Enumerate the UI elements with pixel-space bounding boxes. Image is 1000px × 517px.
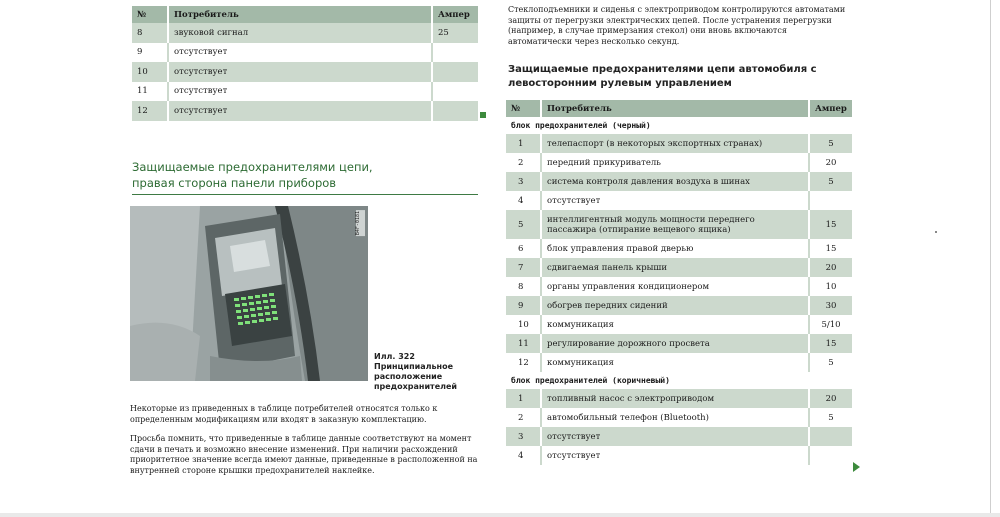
cell-number: 11 (506, 334, 541, 353)
cell-number: 12 (132, 101, 168, 121)
cell-consumer: отсутствует (168, 62, 432, 82)
cell-ampere: 5 (809, 134, 852, 153)
section-heading-lhd (508, 63, 852, 90)
column-header-ampere: Ампер (809, 100, 852, 117)
table-row (506, 277, 852, 296)
table-row (506, 258, 852, 277)
cell-number: 12 (506, 353, 541, 372)
table-header-row (132, 6, 478, 23)
group-label: блок предохранителей (коричневый) (506, 372, 852, 389)
continue-arrow-icon (853, 462, 860, 472)
cell-consumer: обогрев передних сидений (541, 296, 809, 315)
table-row (506, 210, 852, 239)
cell-ampere (432, 62, 478, 82)
cell-consumer: органы управления кондиционером (541, 277, 809, 296)
cell-number: 11 (132, 82, 168, 102)
table-row (506, 334, 852, 353)
cell-consumer: звуковой сигнал (168, 23, 432, 43)
note-paragraph-1: Некоторые из приведенных в таблице потребителей относятся только к определенным модификациям или входят в заказную комплектацию. (130, 404, 438, 424)
cell-ampere (432, 43, 478, 63)
cell-consumer: система контроля давления воздуха в шинах (541, 172, 809, 191)
fuse-box-photo (130, 206, 368, 381)
table-row (506, 446, 852, 465)
cell-ampere: 5 (809, 353, 852, 372)
cell-number: 2 (506, 153, 541, 172)
cell-number: 4 (506, 191, 541, 210)
cell-number: 9 (506, 296, 541, 315)
section-end-marker (480, 112, 486, 118)
cell-consumer: коммуникация (541, 353, 809, 372)
cell-ampere (809, 427, 852, 446)
table-row (506, 153, 852, 172)
cell-ampere: 20 (809, 389, 852, 408)
cell-consumer: отсутствует (168, 101, 432, 121)
cell-consumer: отсутствует (168, 82, 432, 102)
table-row (506, 134, 852, 153)
cell-number: 3 (506, 172, 541, 191)
fuse-box-illustration (130, 206, 368, 381)
table-row (506, 191, 852, 210)
column-header-consumer: Потребитель (541, 100, 809, 117)
table-row (506, 172, 852, 191)
scan-dot (935, 231, 937, 233)
cell-consumer: передний прикуриватель (541, 153, 809, 172)
cell-consumer: отсутствует (541, 446, 809, 465)
column-header-number: № (132, 6, 168, 23)
heading-line-1: Защищаемые предохранителями цепи, (132, 160, 373, 174)
cell-ampere: 5 (809, 172, 852, 191)
cell-ampere (432, 101, 478, 121)
cell-ampere: 20 (809, 258, 852, 277)
table-row (506, 427, 852, 446)
table-row (506, 296, 852, 315)
table-row (506, 353, 852, 372)
heading-divider (132, 194, 478, 195)
cell-number: 9 (132, 43, 168, 63)
heading-line-2: правая сторона панели приборов (132, 176, 337, 190)
cell-number: 8 (132, 23, 168, 43)
page-bottom-edge (0, 513, 1000, 517)
table-row (506, 408, 852, 427)
column-header-ampere: Ампер (432, 6, 478, 23)
table-row (132, 62, 478, 82)
heading-line-1: Защищаемые предохранителями цепи автомобиля с (508, 64, 817, 75)
cell-consumer: телепаспорт (в некоторых экспортных странах) (541, 134, 809, 153)
cell-number: 10 (132, 62, 168, 82)
cell-ampere (809, 446, 852, 465)
cell-number: 2 (506, 408, 541, 427)
cell-ampere: 15 (809, 334, 852, 353)
cell-ampere: 30 (809, 296, 852, 315)
cell-number: 10 (506, 315, 541, 334)
cell-consumer: отсутствует (168, 43, 432, 63)
cell-ampere (432, 82, 478, 102)
cell-ampere: 20 (809, 153, 852, 172)
cell-consumer: автомобильный телефон (Bluetooth) (541, 408, 809, 427)
cell-consumer: коммуникация (541, 315, 809, 334)
group-row-black (506, 117, 852, 134)
cell-number: 1 (506, 134, 541, 153)
cell-consumer: регулирование дорожного просвета (541, 334, 809, 353)
table-header-row (506, 100, 852, 117)
column-header-consumer: Потребитель (168, 6, 432, 23)
table-row (506, 315, 852, 334)
cell-ampere: 10 (809, 277, 852, 296)
photo-code-label: B4F-0181 (356, 210, 365, 236)
group-label: блок предохранителей (черный) (506, 117, 852, 134)
cell-ampere: 15 (809, 239, 852, 258)
cell-number: 5 (506, 210, 541, 239)
cell-ampere: 5/10 (809, 315, 852, 334)
cell-ampere: 15 (809, 210, 852, 239)
cell-ampere: 5 (809, 408, 852, 427)
cell-consumer: сдвигаемая панель крыши (541, 258, 809, 277)
table-row (506, 389, 852, 408)
left-fuse-table (132, 6, 478, 121)
cell-number: 1 (506, 389, 541, 408)
table-row (132, 82, 478, 102)
group-row-brown (506, 372, 852, 389)
page-edge (990, 0, 991, 517)
cell-consumer: блок управления правой дверью (541, 239, 809, 258)
note-paragraph-2: Просьба помнить, что приведенные в таблице данные соответствуют на момент сдачи в печать и возможно внесение изменений. При наличии расхождений приоритетное значение всегда имеют данные, приведенные в расположенной на внутренней стороне крышки предохранителей наклейке. (130, 434, 478, 475)
cell-number: 7 (506, 258, 541, 277)
cell-number: 6 (506, 239, 541, 258)
intro-paragraph: Стеклоподъемники и сиденья с электроприводом контролируются автоматами защиты от перегрузки электрических цепей. После устранения перегрузки (например, в случае примерзания стекол) они вновь включаются автоматически через несколько секунд. (508, 5, 846, 46)
heading-line-2: левосторонним рулевым управлением (508, 77, 732, 89)
cell-consumer: отсутствует (541, 191, 809, 210)
cell-ampere (809, 191, 852, 210)
cell-number: 4 (506, 446, 541, 465)
cell-consumer: интеллигентный модуль мощности переднего пассажира (отпирание вещевого ящика) (541, 210, 809, 239)
cell-ampere: 25 (432, 23, 478, 43)
section-heading-right-dashboard (132, 159, 478, 191)
cell-number: 3 (506, 427, 541, 446)
cell-consumer: отсутствует (541, 427, 809, 446)
table-row (506, 239, 852, 258)
column-header-number: № (506, 100, 541, 117)
right-fuse-table (506, 100, 853, 465)
photo-caption: Илл. 322 Принципиальное расположение предохранителей (374, 352, 458, 391)
table-row (132, 43, 478, 63)
cell-consumer: топливный насос с электроприводом (541, 389, 809, 408)
cell-number: 8 (506, 277, 541, 296)
table-row (132, 101, 478, 121)
table-row (132, 23, 478, 43)
